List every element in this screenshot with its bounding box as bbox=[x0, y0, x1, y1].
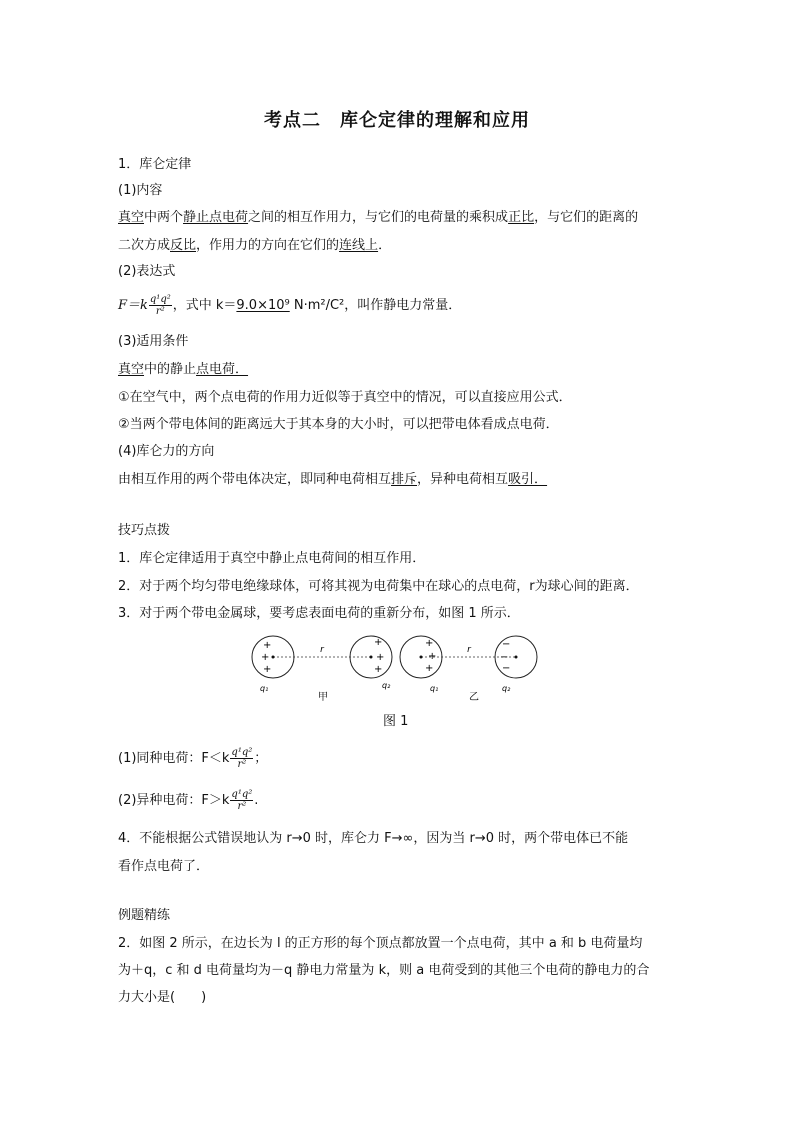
blank-static-charge: 静止点电荷 bbox=[183, 210, 249, 225]
condition-item-1: ①在空气中，两个点电荷的作用力近似等于真空中的情况，可以直接应用公式． bbox=[118, 390, 572, 405]
blank-connecting-line: 连线上 bbox=[339, 238, 379, 253]
formula-fraction bbox=[230, 747, 253, 770]
label-yi: 乙 bbox=[469, 692, 479, 703]
text: (2)异种电荷：F＞k bbox=[118, 793, 230, 808]
section-heading-tips: 技巧点拨 bbox=[118, 523, 171, 538]
formula-opposite-charge bbox=[118, 788, 258, 814]
text: ，作用力的方向在它们的 bbox=[196, 238, 340, 253]
subheading-content: (1)内容 bbox=[118, 183, 163, 198]
minus-sign: − bbox=[502, 663, 511, 674]
page-title: 考点二 库仑定律的理解和应用 bbox=[264, 110, 530, 131]
text: 中两个 bbox=[144, 210, 184, 225]
tip-item-4-line-1: 4．不能根据公式错误地认为 r→0 时，库仑力 F→∞，因为当 r→0 时，两个带电体已不能 bbox=[118, 831, 629, 846]
blank-repel: 排斥 bbox=[391, 472, 418, 487]
subheading-direction: (4)库仑力的方向 bbox=[118, 444, 215, 459]
plus-sign: + bbox=[263, 640, 272, 651]
fraction-denominator: r² bbox=[155, 306, 165, 317]
blank-proportional: 正比 bbox=[508, 210, 535, 225]
blank-inverse: 反比 bbox=[170, 238, 197, 253]
fraction-denominator: r² bbox=[237, 759, 247, 770]
condition-item-2: ②当两个带电体间的距离远大于其本身的大小时，可以把带电体看成点电荷． bbox=[118, 417, 559, 432]
conditions-line bbox=[118, 361, 248, 379]
formula-fraction bbox=[149, 294, 172, 317]
subheading-conditions: (3)适用条件 bbox=[118, 334, 189, 349]
tip-item-2: 2．对于两个均匀带电绝缘球体，可将其视为电荷集中在球心的点电荷，r为球心间的距离． bbox=[118, 579, 639, 594]
fraction-numerator: q¹q² bbox=[149, 294, 171, 305]
formula-lhs: F＝k bbox=[118, 298, 148, 313]
tip-item-4-line-2: 看作点电荷了． bbox=[118, 859, 210, 874]
minus-sign: − bbox=[502, 639, 511, 650]
fraction-denominator: r² bbox=[237, 801, 247, 812]
text: 由相互作用的两个带电体决定，即同种电荷相互 bbox=[118, 472, 392, 487]
plus-sign: + bbox=[425, 638, 434, 649]
plus-sign: + bbox=[428, 651, 437, 662]
figure-1-diagram bbox=[250, 630, 550, 710]
q2-label-yi: q₂ bbox=[502, 684, 511, 693]
text: 二次方成 bbox=[118, 238, 171, 253]
text: 之间的相互作用力，与它们的电荷量的乘积成 bbox=[248, 210, 509, 225]
text: (1)同种电荷：F＜k bbox=[118, 751, 230, 766]
plus-sign: + bbox=[261, 652, 270, 663]
example-line-1: 2．如图 2 所示，在边长为 l 的正方形的每个顶点都放置一个点电荷，其中 a 和 b 电荷量均 bbox=[118, 936, 643, 951]
q2-label-jia: q₂ bbox=[382, 681, 391, 690]
text: ． bbox=[378, 238, 392, 253]
tip-item-3: 3．对于两个带电金属球，要考虑表面电荷的重新分布，如图 1 所示． bbox=[118, 606, 520, 621]
plus-sign: + bbox=[374, 664, 383, 675]
plus-sign: + bbox=[263, 664, 272, 675]
text: ； bbox=[254, 751, 268, 766]
content-line-2 bbox=[118, 237, 391, 255]
center-dot bbox=[272, 656, 275, 659]
label-jia: 甲 bbox=[318, 692, 328, 703]
fraction-numerator: q¹q² bbox=[231, 789, 253, 800]
center-dot bbox=[420, 656, 423, 659]
blank-attract: 吸引． bbox=[508, 472, 548, 487]
plus-sign: + bbox=[374, 637, 383, 648]
plus-sign: + bbox=[376, 652, 385, 663]
formula-line bbox=[118, 293, 461, 319]
text: ，异种电荷相互 bbox=[417, 472, 509, 487]
r-label-yi: r bbox=[467, 645, 471, 655]
q1-label-jia: q₁ bbox=[260, 684, 269, 693]
formula-fraction bbox=[230, 789, 253, 812]
center-dot bbox=[370, 656, 373, 659]
content-line-1 bbox=[118, 209, 638, 227]
r-label-jia: r bbox=[320, 645, 324, 655]
minus-sign: − bbox=[500, 652, 509, 663]
tip-item-1: 1．库仑定律适用于真空中静止点电荷间的相互作用． bbox=[118, 551, 426, 566]
figure-1-caption: 图 1 bbox=[383, 714, 409, 729]
blank-point-charge: 点电荷． bbox=[196, 362, 249, 377]
blank-k-value: 9.0×10⁹ bbox=[236, 298, 290, 313]
text: N·m²/C²，叫作静电力常量． bbox=[289, 298, 462, 313]
center-dot bbox=[515, 656, 518, 659]
q1-label-yi: q₁ bbox=[430, 684, 439, 693]
text: 中的静止 bbox=[144, 362, 197, 377]
blank-vacuum: 真空 bbox=[118, 210, 145, 225]
text: . bbox=[254, 793, 259, 808]
section-heading-coulomb-law: 1．库仑定律 bbox=[118, 157, 192, 172]
blank-vacuum-2: 真空 bbox=[118, 362, 145, 377]
fraction-numerator: q¹q² bbox=[231, 747, 253, 758]
subheading-expression: (2)表达式 bbox=[118, 264, 176, 279]
text: ，式中 k＝ bbox=[172, 298, 237, 313]
example-line-3: 力大小是( ) bbox=[118, 990, 207, 1005]
formula-same-charge bbox=[118, 746, 267, 772]
plus-sign: + bbox=[425, 663, 434, 674]
text: ，与它们的距离的 bbox=[534, 210, 639, 225]
section-heading-examples: 例题精练 bbox=[118, 908, 171, 923]
example-line-2: 为＋q，c 和 d 电荷量均为－q 静电力常量为 k，则 a 电荷受到的其他三个电荷的静电力的合 bbox=[118, 963, 650, 978]
direction-line bbox=[118, 471, 547, 489]
